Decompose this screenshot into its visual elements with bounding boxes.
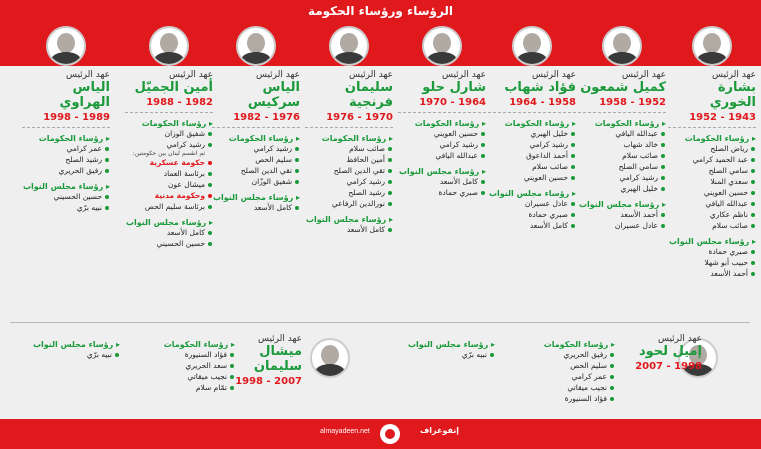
gov-item: شفيق الوزّان [212, 176, 300, 187]
gov-item: حسين العويني [398, 128, 486, 139]
split-note: ثم انقسم لبنان بين حكومتين: [132, 150, 205, 157]
divider [398, 112, 486, 113]
parl-item: كامل الأسعد [305, 224, 393, 235]
parl-item: حسين الحسيني [22, 191, 110, 202]
era-label: عهد الرئيس [711, 70, 756, 80]
gov-item: رفيق الحريري [22, 165, 110, 176]
portrait-body [517, 52, 547, 66]
gov-item: سليم الحص [535, 360, 615, 371]
president-photo-icon [422, 26, 462, 66]
gov-item: رشيد كرامي [212, 143, 300, 154]
gov-item: عبد الحميد كرامي [668, 154, 756, 165]
term-years: 2007 - 1998 [235, 376, 302, 387]
parl-item: كامل الأسعد [488, 220, 576, 231]
portrait-face [340, 33, 358, 53]
president-column [125, 26, 213, 249]
gov-item: شفيق الوزان [125, 128, 213, 139]
parl-item: أحمد الأسعد [578, 209, 666, 220]
portrait-body [315, 364, 345, 378]
gov-heading: ▸ رؤساء الحكومات [535, 340, 615, 349]
gov-item: سليم الحص [212, 154, 300, 165]
separator-line [10, 322, 750, 323]
parl-block [395, 334, 495, 360]
president-name: كميل شمعون [580, 80, 666, 95]
term-years: 1970 - 1976 [326, 112, 393, 123]
gov-item: رياض الصلح [668, 143, 756, 154]
president-column [488, 26, 576, 231]
gov-item: عبدالله اليافي [578, 128, 666, 139]
gov-item: رشيد الصلح [22, 154, 110, 165]
president-name: فؤاد شهاب [504, 80, 576, 95]
gov-item: رشيد كرامي [488, 139, 576, 150]
portrait-face [247, 33, 265, 53]
era-label: عهد الرئيس [531, 70, 576, 80]
president-name: الياس سركيس [247, 80, 300, 110]
footer-bar [0, 419, 761, 449]
gov-item: سعد الحريري [155, 360, 235, 371]
gov-block [535, 334, 615, 404]
president-photo-icon [310, 338, 350, 378]
gov-item: فؤاد السنيورة [535, 393, 615, 404]
portrait-body [241, 52, 271, 66]
term-years: 1943 - 1952 [689, 112, 756, 123]
term-years: 1989 - 1998 [43, 112, 110, 123]
portrait-body [697, 52, 727, 66]
gov-heading: ▸ رؤساء الحكومات [212, 134, 300, 143]
gov-item: ناظم عكاري [668, 209, 756, 220]
infograph-brand: إنفوغراف [420, 426, 459, 435]
gov-item: تقي الدين الصلح [212, 165, 300, 176]
gov-item: رفيق الحريري [535, 349, 615, 360]
term-years: 1998 - 2007 [635, 361, 702, 372]
term-years: 1976 - 1982 [233, 112, 300, 123]
gov-heading: ▸ رؤساء الحكومات [668, 134, 756, 143]
parl-block [20, 334, 120, 360]
era-label: عهد الرئيس [621, 70, 666, 80]
president-column [578, 26, 666, 231]
term-years: 1958 - 1964 [509, 97, 576, 108]
gov-item: عبدالله اليافي [668, 198, 756, 209]
parl-heading: ▸ رؤساء مجلس النواب [22, 182, 110, 191]
president-column [22, 26, 110, 213]
gov-item: نجيب ميقاتي [535, 382, 615, 393]
gov-item: نورالدين الرفاعي [305, 198, 393, 209]
gov-item: حسين العويني [668, 187, 756, 198]
gov-heading: ▸ رؤساء الحكومات [398, 119, 486, 128]
portrait-body [607, 52, 637, 66]
gov-item: أحمد الداعوق [488, 150, 576, 161]
gov-item: أمين الحافظ [305, 154, 393, 165]
portrait-body [154, 52, 184, 66]
president-photo-icon [512, 26, 552, 66]
gov-item: عبدالله اليافي [398, 150, 486, 161]
term-years: 1982 - 1988 [146, 97, 213, 108]
site-url[interactable]: almayadeen.net [320, 428, 370, 435]
gov-item: حسين العويني [488, 172, 576, 183]
gov-item: رشيد كرامي [125, 139, 213, 150]
parl-item: كامل الأسعد [398, 176, 486, 187]
parl-item: نبيه برّي [20, 349, 120, 360]
president-name: إميل لحود [638, 344, 702, 359]
parl-heading: ▸ رؤساء مجلس النواب [668, 237, 756, 246]
portrait-face [613, 33, 631, 53]
gov-item: عمر كرامي [535, 371, 615, 382]
term-years: 1964 - 1970 [419, 97, 486, 108]
parl-item: صبري حمادة [398, 187, 486, 198]
era-label: عهد الرئيس [168, 70, 213, 80]
portrait-body [427, 52, 457, 66]
split-item: ميشال عون [125, 179, 213, 190]
gov-item: عمر كرامي [22, 143, 110, 154]
gov-item: رشيد كرامي [398, 139, 486, 150]
parl-item: عادل عسيران [488, 198, 576, 209]
gov-item: خالد شهاب [578, 139, 666, 150]
page-title: الرؤساء ورؤساء الحكومة [307, 4, 454, 18]
split-item: برئاسة العماد [125, 168, 213, 179]
gov-item: رشيد الصلح [305, 187, 393, 198]
gov-item: رشيد كرامي [578, 172, 666, 183]
parl-heading: ▸ رؤساء مجلس النواب [395, 340, 495, 349]
split-item: برئاسة سليم الحص [125, 201, 213, 212]
era-label: عهد الرئيس [255, 70, 300, 80]
president-name: ميشال سليمان [253, 344, 302, 374]
split-item: وحكومة مدنية [125, 190, 213, 201]
parl-item: حسين الحسيني [125, 238, 213, 249]
portrait-face [523, 33, 541, 53]
gov-item: سامي الصلح [578, 161, 666, 172]
gov-item: خليل الهبري [488, 128, 576, 139]
divider [578, 112, 666, 113]
president-name: بشارة الخوري [709, 80, 756, 110]
gov-item: تقي الدين الصلح [305, 165, 393, 176]
president-photo-icon [149, 26, 189, 66]
parl-item: صبري حمادة [488, 209, 576, 220]
parl-item: نبيه برّي [395, 349, 495, 360]
gov-heading: ▸ رؤساء الحكومات [22, 134, 110, 143]
divider [668, 127, 756, 128]
parl-heading: ▸ رؤساء مجلس النواب [305, 215, 393, 224]
divider [212, 127, 300, 128]
gov-item: صائب سلام [668, 220, 756, 231]
parl-item: حبيب أبو شهلا [668, 257, 756, 268]
gov-item: خليل الهبري [578, 183, 666, 194]
gov-item: نجيب ميقاتي [155, 371, 235, 382]
almayadeen-logo-icon [380, 424, 400, 444]
gov-item: صائب سلام [305, 143, 393, 154]
gov-item: سعدي المنلا [668, 176, 756, 187]
parl-heading: ▸ رؤساء مجلس النواب [578, 200, 666, 209]
parl-heading: ▸ رؤساء مجلس النواب [212, 193, 300, 202]
era-label: عهد الرئيس [441, 70, 486, 80]
parl-heading: ▸ رؤساء مجلس النواب [488, 189, 576, 198]
header-bar [0, 0, 761, 26]
president-column [305, 26, 393, 235]
era-label: عهد الرئيس [65, 70, 110, 80]
president-name: أمين الجميّل [134, 80, 213, 95]
president-name: سليمان فرنجية [344, 80, 393, 110]
gov-item: تمّام سلام [155, 382, 235, 393]
gov-block [155, 334, 235, 393]
president-photo-icon [602, 26, 642, 66]
term-years: 1952 - 1958 [599, 97, 666, 108]
divider [488, 112, 576, 113]
gov-heading: ▸ رؤساء الحكومات [155, 340, 235, 349]
divider [305, 127, 393, 128]
divider [125, 112, 213, 113]
president-column [212, 26, 300, 213]
president-photo-icon [692, 26, 732, 66]
president-name: الياس الهراوي [59, 80, 110, 110]
era-label: عهد الرئيس [657, 334, 702, 344]
president-name: شارل حلو [422, 80, 486, 95]
portrait-face [433, 33, 451, 53]
gov-heading: ▸ رؤساء الحكومات [488, 119, 576, 128]
portrait-face [321, 345, 339, 365]
parl-item: كامل الأسعد [125, 227, 213, 238]
gov-heading: ▸ رؤساء الحكومات [305, 134, 393, 143]
president-column [668, 26, 756, 279]
portrait-body [334, 52, 364, 66]
bottom-president-block [612, 330, 702, 372]
era-label: عهد الرئيس [257, 334, 302, 344]
portrait-face [703, 33, 721, 53]
president-photo-icon [329, 26, 369, 66]
divider [22, 127, 110, 128]
gov-item: سامي الصلح [668, 165, 756, 176]
president-photo-icon [236, 26, 276, 66]
gov-item: صائب سلام [488, 161, 576, 172]
parl-heading: ▸ رؤساء مجلس النواب [125, 218, 213, 227]
parl-item: كامل الأسعد [212, 202, 300, 213]
portrait-face [57, 33, 75, 53]
parl-item: عادل عسيران [578, 220, 666, 231]
gov-item: فؤاد السنيورة [155, 349, 235, 360]
gov-item: رشيد كرامي [305, 176, 393, 187]
president-photo-icon [46, 26, 86, 66]
gov-heading: ▸ رؤساء الحكومات [125, 119, 213, 128]
era-label: عهد الرئيس [348, 70, 393, 80]
portrait-face [160, 33, 178, 53]
gov-item: صائب سلام [578, 150, 666, 161]
portrait-body [51, 52, 81, 66]
president-column [398, 26, 486, 198]
parl-item: صبري حمادة [668, 246, 756, 257]
gov-heading: ▸ رؤساء الحكومات [578, 119, 666, 128]
parl-item: نبيه برّي [22, 202, 110, 213]
split-item: حكومة عسكرية [125, 157, 213, 168]
parl-item: أحمد الأسعد [668, 268, 756, 279]
parl-heading: ▸ رؤساء مجلس النواب [20, 340, 120, 349]
parl-heading: ▸ رؤساء مجلس النواب [398, 167, 486, 176]
